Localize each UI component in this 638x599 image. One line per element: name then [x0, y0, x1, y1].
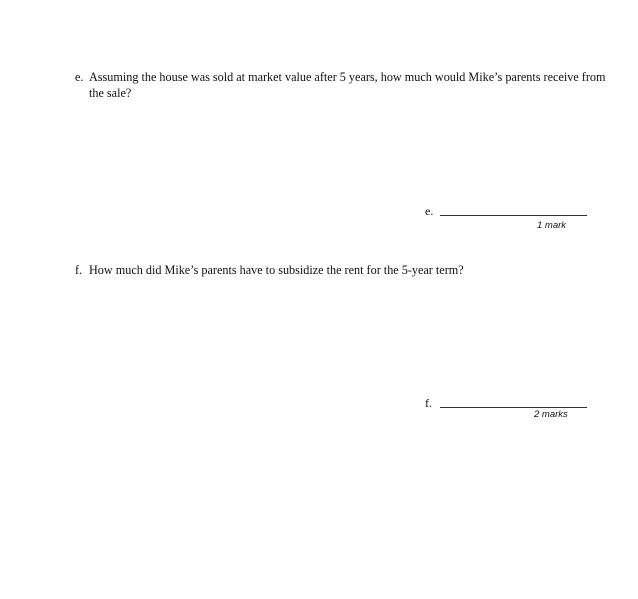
question-e-letter: e.	[75, 70, 84, 84]
question-f-text: How much did Mike’s parents have to subsidize the rent for the 5-year term?	[89, 263, 464, 277]
answer-f-label: f.	[425, 396, 432, 410]
question-e-text: Assuming the house was sold at market value after 5 years, how much would Mike’s parents receive from the sale?	[89, 70, 606, 100]
answer-f-line[interactable]	[440, 407, 587, 408]
answer-e-line[interactable]	[440, 215, 587, 216]
question-f-letter: f.	[75, 263, 83, 277]
question-f-marks: 2 marks	[534, 409, 568, 420]
answer-e-label: e.	[425, 204, 434, 218]
question-e-marks: 1 mark	[537, 220, 567, 231]
